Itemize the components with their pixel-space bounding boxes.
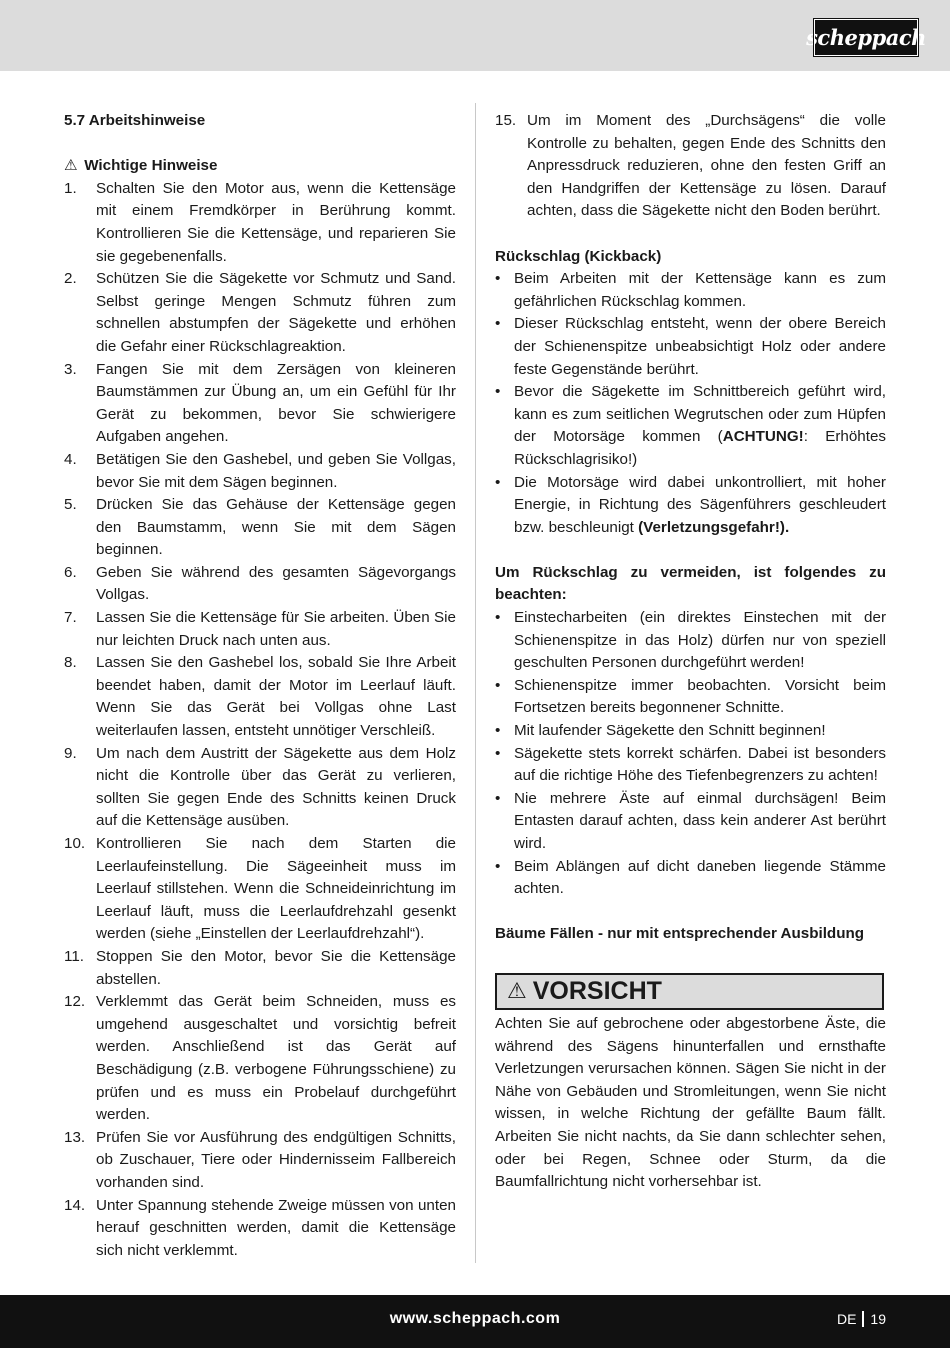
item-text: Drücken Sie das Gehäuse der Kettensäge gegen den Baumstamm, wenn Sie mit dem Sägen beginnen. <box>96 496 456 559</box>
kickback-title: Rückschlag (Kickback) <box>495 247 662 265</box>
left-column <box>64 110 456 1262</box>
list-item <box>64 607 456 652</box>
bullet-item <box>495 607 886 675</box>
list-item <box>64 359 456 449</box>
list-item <box>64 562 456 607</box>
item-number: 11. <box>64 947 84 965</box>
item-text: Betätigen Sie den Gashebel, und geben Sie Vollgas, bevor Sie mit dem Sägen beginnen. <box>96 450 456 491</box>
separator <box>862 1311 864 1327</box>
bullet-item <box>495 381 886 471</box>
bullet-text: Die Motorsäge wird dabei unkontrolliert, mit hoher Energie, in Richtung des Sägenführers geschleudert bzw. beschleunigt <box>514 473 886 536</box>
item-number: 9. <box>64 744 77 762</box>
spacer <box>495 539 886 562</box>
bullet-text: Schienenspitze immer beobachten. Vorsicht beim Fortsetzen bereits begonnener Schnitte. <box>514 676 886 717</box>
spacer <box>495 901 886 924</box>
item-number: 1. <box>64 179 77 197</box>
list-item <box>64 449 456 494</box>
bullet-icon: • <box>495 609 501 627</box>
caution-paragraph: Achten Sie auf gebrochene oder abgestorbene Äste, die während des Sägens hinunterfallen und ernsthafte Verletzungen verursachen können. Sägen Sie nicht in der Nähe von Gebäuden und Stromleitungen, wenn Sie nicht wissen, in welche Richtung der gefällte Baum fällt. Arbeiten Sie nicht nachts, da Sie dann schlechter sehen, oder bei Regen, Schnee oder Sturm, da die Baumfallrichtung nicht vorhersehbar ist. <box>495 1014 886 1191</box>
list-item <box>64 833 456 946</box>
item-text: Um im Moment des „Durchsägens“ die volle Kontrolle zu behalten, gegen Ende des Schnitts den Anpressdruck reduzieren, ohne den festen Griff an den Handgriffen der Kettensäge zu lösen. Darauf achten, dass die Sägekette nicht den Boden berührt. <box>527 112 886 220</box>
list-item <box>64 178 456 268</box>
bullet-text: Bevor die Sägekette im Schnittbereich geführt wird, kann es zum seitlichen Wegrutschen oder zum Hüpfen der Motorsäge kommen ( <box>514 383 886 446</box>
item-number: 14. <box>64 1196 86 1214</box>
page-indicator <box>837 1311 886 1327</box>
language-code: DE <box>836 1311 857 1327</box>
item-number: 5. <box>64 496 77 514</box>
website-url: www.scheppach.com <box>389 1310 561 1327</box>
kickback-list <box>495 268 886 539</box>
avoid-kickback-title: Um Rückschlag zu vermeiden, ist folgendes zu beachten: <box>495 563 886 604</box>
item-text: Stoppen Sie den Motor, bevor Sie die Kettensäge abstellen. <box>96 947 456 988</box>
bullet-item <box>495 268 886 313</box>
list-item <box>64 1195 456 1263</box>
subsection-title-text: Wichtige Hinweise <box>84 157 218 175</box>
bullet-item <box>495 788 886 856</box>
item-text: Schalten Sie den Motor aus, wenn die Kettensäge mit einem Fremdkörper in Berührung kommt. Kontrollieren Sie die Kettensäge, und reparieren Sie sie gegebenenfalls. <box>96 179 456 265</box>
instruction-list <box>64 178 456 1263</box>
avoid-kickback-list <box>495 607 886 901</box>
item-number: 7. <box>64 609 77 627</box>
instruction-list-continued <box>495 110 886 223</box>
item-number: 8. <box>64 654 77 672</box>
bullet-icon: • <box>495 857 501 875</box>
page-number: 19 <box>870 1311 886 1327</box>
bullet-text: Sägekette stets korrekt schärfen. Dabei ist besonders auf die richtige Höhe des Tiefenbegrenzers zu achten! <box>514 744 886 785</box>
bullet-text: Beim Arbeiten mit der Kettensäge kann es zum gefährlichen Rückschlag kommen. <box>514 270 886 310</box>
subsection-title <box>64 155 456 178</box>
list-item <box>64 946 456 991</box>
item-number: 3. <box>64 360 77 378</box>
bullet-icon: • <box>495 315 501 333</box>
bullet-icon: • <box>495 676 501 694</box>
injury-warning: (Verletzungsgefahr!). <box>638 518 790 536</box>
list-item <box>64 268 456 358</box>
page-header <box>0 0 950 71</box>
item-text: Schützen Sie die Sägekette vor Schmutz und Sand. Selbst geringe Mengen Schmutz führen zum schnellen abstumpfen der Sägekette und erhöhen die Gefahr einer Rückschlagreaktion. <box>96 270 456 355</box>
bullet-item <box>495 675 886 720</box>
item-text: Geben Sie während des gesamten Sägevorgangs Vollgas. <box>96 563 456 604</box>
bullet-icon: • <box>495 270 501 288</box>
warning-icon: ⚠ <box>64 157 78 175</box>
section-title: 5.7 Arbeitshinweise <box>64 112 206 129</box>
item-text: Lassen Sie die Kettensäge für Sie arbeiten. Üben Sie nur leichten Druck nach unten aus. <box>96 609 456 649</box>
item-text: Fangen Sie mit dem Zersägen von kleineren Baumstämmen zur Übung an, um ein Gefühl für Ihr Gerät zu bekommen, bevor Sie schwierigere Aufgaben angehen. <box>96 360 456 446</box>
bullet-item <box>495 313 886 381</box>
item-number: 12. <box>64 993 86 1011</box>
bullet-icon: • <box>495 722 501 740</box>
item-number: 6. <box>64 563 77 581</box>
list-item <box>64 652 456 742</box>
list-item <box>64 991 456 1127</box>
column-divider <box>475 103 476 1263</box>
item-number: 13. <box>64 1128 86 1146</box>
list-item <box>64 494 456 562</box>
item-text: Verklemmt das Gerät beim Schneiden, muss es umgehend ausgeschaltet und vorsichtig befreit werden. Anschließend ist das Gerät auf Beschädigung (z.B. verbogene Führungsschiene) zu prüfen und es muss ein Probelauf durchgeführt werden. <box>96 993 456 1124</box>
bullet-item <box>495 743 886 788</box>
bullet-text: Beim Ablängen auf dicht daneben liegende Stämme achten. <box>514 857 886 898</box>
bullet-text: Dieser Rückschlag entsteht, wenn der obere Bereich der Schienenspitze unbeabsichtigt Holz oder andere feste Gegenstände berührt. <box>514 315 886 378</box>
bullet-icon: • <box>495 744 501 762</box>
bullet-text: Einstecharbeiten (ein direktes Einstechen mit der Schienenspitze in das Holz) dürfen nur von speziell geschulten Personen durchgeführt werden! <box>514 609 886 672</box>
bullet-item <box>495 472 886 540</box>
bullet-item <box>495 856 886 901</box>
caution-word: ACHTUNG! <box>722 428 804 446</box>
item-number: 10. <box>64 835 86 852</box>
list-item <box>64 743 456 833</box>
warning-triangle-icon: ⚠ <box>507 978 527 1004</box>
bullet-text-tail: : Erhöhtes Rückschlagrisiko!) <box>514 428 886 468</box>
item-number: 2. <box>64 270 77 288</box>
page-footer <box>0 1295 950 1348</box>
item-number: 15. <box>495 112 517 129</box>
item-text: Lassen Sie den Gashebel los, sobald Sie Ihre Arbeit beendet haben, damit der Motor im Leerlauf läuft. Wenn Sie das Gerät bei Vollgas ohne Last weiterlaufen lassen, entsteht unnötiger Verschleiß. <box>96 654 456 740</box>
spacer <box>64 133 456 156</box>
item-text: Kontrollieren Sie nach dem Starten die Leerlaufeinstellung. Die Sägeeinheit muss im Leerlauf stillstehen. Wenn die Schneideinrichtung im Leerlauf läuft, muss die Leerlaufdrehzahl gesenkt werden (siehe „Einstellen der Leerlaufdrehzahl“). <box>96 835 456 943</box>
list-item <box>64 1127 456 1195</box>
brand-logo: scheppach <box>814 19 918 56</box>
spacer <box>495 223 886 246</box>
item-text: Prüfen Sie vor Ausführung des endgültigen Schnitts, ob Zuschauer, Tiere oder Hindernisseim Fallbereich vorhanden sind. <box>96 1128 456 1191</box>
caution-label: VORSICHT <box>532 976 662 1005</box>
bullet-item <box>495 720 886 743</box>
item-number: 4. <box>64 450 77 468</box>
caution-banner <box>495 973 884 1010</box>
item-text: Unter Spannung stehende Zweige müssen von unten herauf geschnitten werden, damit die Kettensäge sich nicht verklemmt. <box>96 1196 456 1259</box>
bullet-icon: • <box>495 789 501 807</box>
felling-title: Bäume Fällen - nur mit entsprechender Ausbildung <box>495 925 865 943</box>
bullet-icon: • <box>495 383 501 401</box>
bullet-text: Mit laufender Sägekette den Schnitt beginnen! <box>514 722 826 740</box>
bullet-icon: • <box>495 473 501 491</box>
right-column <box>495 110 886 1194</box>
item-text: Um nach dem Austritt der Sägekette aus dem Holz nicht die Kontrolle über das Gerät zu verlieren, sollten Sie gegen Ende des Schnitts keinen Druck auf die Kettensäge ausüben. <box>96 744 456 830</box>
bullet-text: Nie mehrere Äste auf einmal durchsägen! Beim Entasten darauf achten, dass kein anderer Ast berührt wird. <box>514 789 886 852</box>
list-item <box>495 110 886 223</box>
